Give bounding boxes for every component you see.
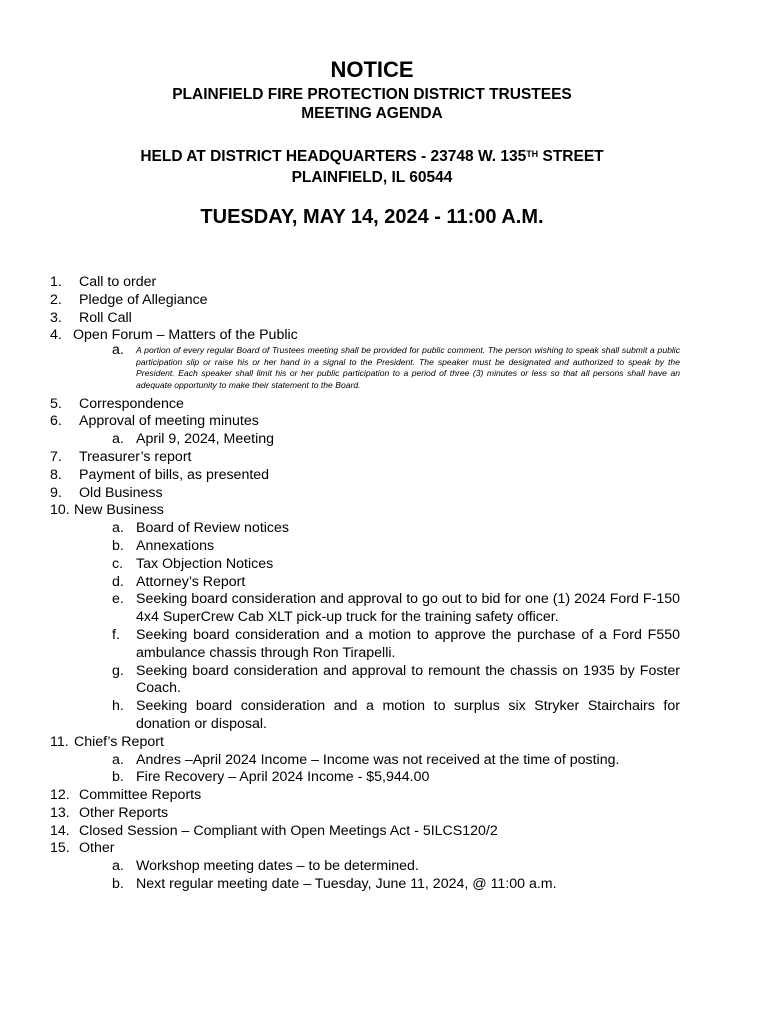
agenda-item-9 [50,485,680,503]
agenda-item-7 [50,449,680,467]
item-text: New Business [74,502,164,519]
sub-text: Workshop meeting dates – to be determined. [136,858,419,875]
item-text: Approval of meeting minutes [79,413,259,430]
agenda-item-11 [50,734,680,752]
org-line-2: MEETING AGENDA [301,105,443,122]
item-number: 6. [50,413,62,430]
sub-letter: g. [112,662,124,679]
sub-letter: b. [112,769,124,786]
location-street: STREET [538,148,604,165]
sub-item [50,876,680,894]
sub-letter: a. [112,431,124,448]
agenda-item-15 [50,840,680,858]
agenda-item-14 [50,823,680,841]
sub-text: Seeking board consideration and approval to remount the chassis on 1935 by Foster Coach. [136,662,680,697]
sub-text: Andres –April 2024 Income – Income was not received at the time of posting. [136,751,620,768]
location-line-1 [0,146,744,167]
sub-letter: a. [112,751,124,768]
location-address: HELD AT DISTRICT HEADQUARTERS - 23748 W. 135 [140,148,527,165]
location-line-2: PLAINFIELD, IL 60544 [291,169,453,186]
item-number: 13. [50,804,70,821]
agenda-item-8 [50,467,680,485]
item-text: Chief’s Report [74,733,164,750]
item-text: Roll Call [79,309,132,326]
notice-title: NOTICE [330,57,414,82]
sub-text: Seeking board consideration and a motion to approve the purchase of a Ford F550 ambulance chassis through Ron Tirapelli. [136,626,680,661]
item-number: 11. [50,733,69,750]
sub-item [50,574,680,592]
item-number: 12. [50,787,70,804]
organization-heading [0,85,744,123]
sub-text: Annexations [136,537,215,554]
agenda-item-10 [50,502,680,520]
sub-text: Board of Review notices [136,520,289,537]
meeting-date: TUESDAY, MAY 14, 2024 - 11:00 A.M. [200,206,544,228]
sub-item [50,520,680,538]
item-number: 5. [50,395,62,412]
sub-letter: f. [112,626,120,643]
sub-item [50,663,680,699]
agenda-item-13 [50,805,680,823]
item-number: 9. [50,484,62,501]
item-text: Old Business [79,484,163,501]
item-number: 8. [50,466,62,483]
item-number: 7. [50,448,62,465]
item-number: 2. [50,291,62,308]
sub-text: April 9, 2024, Meeting [136,431,275,448]
sub-text: Fire Recovery – April 2024 Income - $5,944.00 [136,769,430,786]
item-text: Open Forum – Matters of the Public [73,327,298,344]
agenda-item-12 [50,787,680,805]
sub-item [50,556,680,574]
sub-item [50,627,680,663]
item-text: Payment of bills, as presented [79,466,270,483]
ordinal-suffix: TH [526,149,539,159]
location-heading [0,146,744,188]
sub-text: Next regular meeting date – Tuesday, June 11, 2024, @ 11:00 a.m. [136,876,557,893]
agenda-item-1 [50,274,680,292]
agenda-item-2 [50,292,680,310]
sub-item [50,431,680,449]
item-text: Closed Session – Compliant with Open Meetings Act - 5ILCS120/2 [79,822,498,839]
sub-letter: b. [112,537,124,554]
item-text: Treasurer’s report [79,448,192,465]
sub-text: Attorney’s Report [136,573,246,590]
sub-text: Tax Objection Notices [136,555,274,572]
sub-letter: c. [112,555,124,572]
sub-letter: a. [112,342,124,359]
sub-letter: a. [112,520,124,537]
org-line-1: PLAINFIELD FIRE PROTECTION DISTRICT TRUSTEES [172,86,572,103]
sub-item [50,591,680,627]
sub-item [50,858,680,876]
agenda-list [50,274,680,894]
agenda-item-6 [50,413,680,431]
policy-text: A portion of every regular Board of Trustees meeting shall be provided for public comment. The person wishing to speak shall submit a public participation slip or raise his or her hand in a signal to the President. The speaker must be designated and authorized to speak by the President. Each speaker shall limit his or her public participation to a period of three (3) minutes or less so that all persons shall have an adequate opportunity to make their statement to the Board. [136,345,680,390]
item-number: 4. [50,327,62,344]
item-number: 15. [50,840,70,857]
sub-text: Seeking board consideration and a motion to surplus six Stryker Stairchairs for donation or disposal. [136,698,680,732]
sub-letter: a. [112,858,124,875]
sub-letter: e. [112,591,124,608]
sub-letter: b. [112,876,124,893]
item-text: Call to order [79,274,157,290]
item-number: 1. [50,274,62,290]
sub-letter: d. [112,573,124,590]
public-comment-policy [50,342,680,395]
item-number: 3. [50,309,62,326]
item-number: 14. [50,822,70,839]
sub-item [50,698,680,734]
agenda-item-3 [50,310,680,328]
agenda-item-4 [50,327,680,345]
sub-item [50,752,680,770]
sub-text: Seeking board consideration and approval to go out to bid for one (1) 2024 Ford F-150 4x4 SuperCrew Cab XLT pick-up truck for the training safety officer. [136,591,680,626]
item-text: Correspondence [79,395,184,412]
item-text: Other Reports [79,804,169,821]
item-text: Pledge of Allegiance [79,291,208,308]
sub-item [50,769,680,787]
item-number: 10. [50,502,70,519]
item-text: Committee Reports [79,787,202,804]
sub-letter: h. [112,698,124,715]
item-text: Other [79,840,115,857]
sub-item [50,538,680,556]
agenda-item-5 [50,396,680,414]
